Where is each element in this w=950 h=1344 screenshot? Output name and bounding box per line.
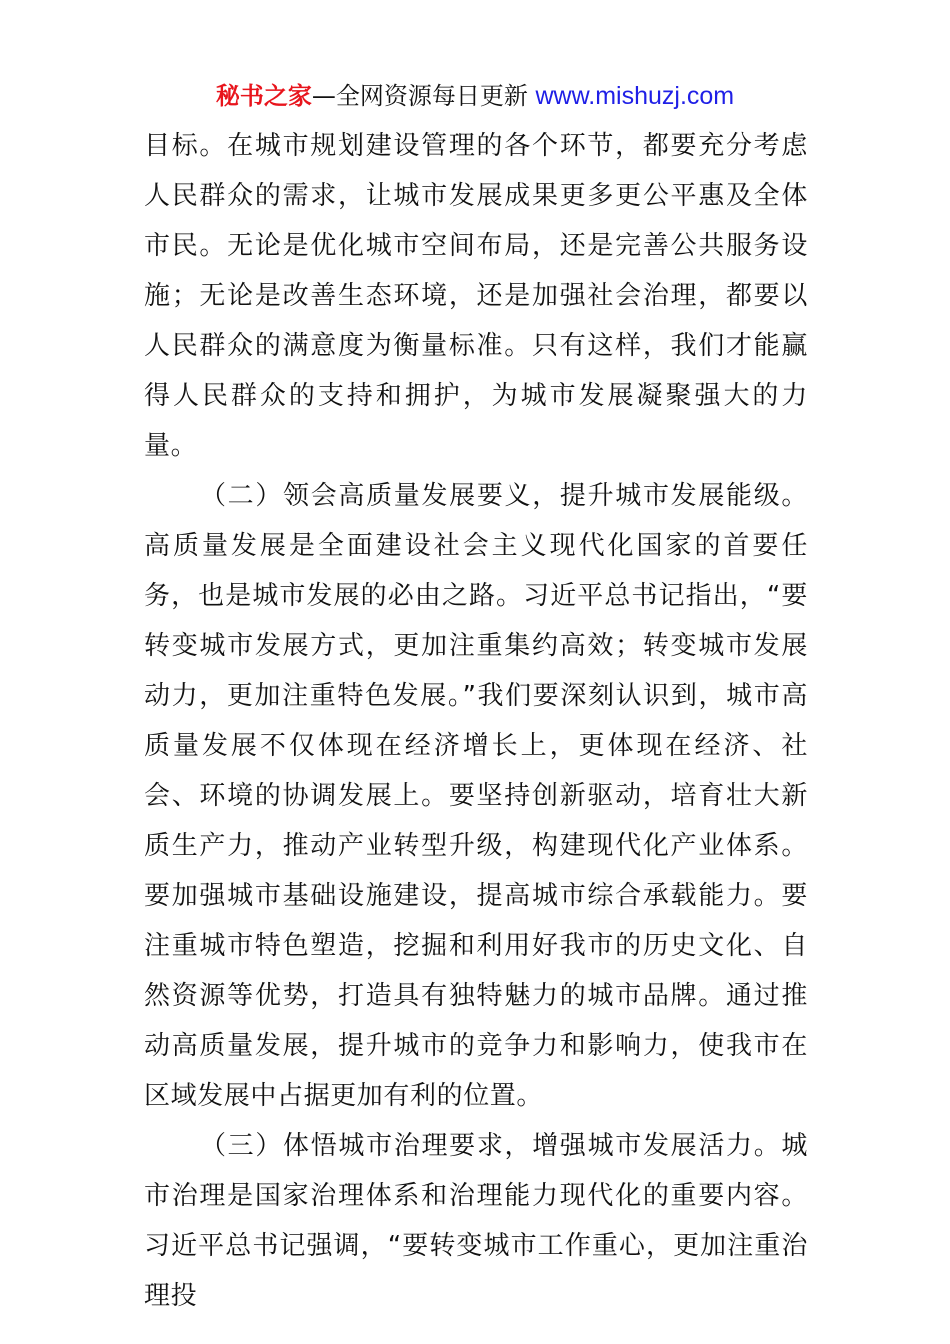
header-brand: 秘书之家 xyxy=(215,82,312,110)
paragraph-section-2: （二）领会高质量发展要义，提升城市发展能级。高质量发展是全面建设社会主义现代化国家的首要任务，也是城市发展的必由之路。习近平总书记指出，“要转变城市发展方式，更加注重集约高效；转变城市发展动力，更加注重特色发展。”我们要深刻认识到，城市高质量发展不仅体现在经济增长上，更体现在经济、社会、环境的协调发展上。要坚持创新驱动，培育壮大新质生产力，推动产业转型升级，构建现代化产业体系。要加强城市基础设施建设，提高城市综合承载能力。要注重城市特色塑造，挖掘和利用好我市的历史文化、自然资源等优势，打造具有独特魅力的城市品牌。通过推动高质量发展，提升城市的竞争力和影响力，使我市在区域发展中占据更加有利的位置。 xyxy=(144,481,808,1111)
paragraph-continuation: 目标。在城市规划建设管理的各个环节，都要充分考虑人民群众的需求，让城市发展成果更多更公平惠及全体市民。无论是优化城市空间布局，还是完善公共服务设施；无论是改善生态环境，还是加强社会治理，都要以人民群众的满意度为衡量标准。只有这样，我们才能赢得人民群众的支持和拥护，为城市发展凝聚强大的力量。 xyxy=(144,131,808,461)
header-tagline: —全网资源每日更新 xyxy=(311,82,528,110)
page-header xyxy=(0,80,950,112)
paragraph-section-3: （三）体悟城市治理要求，增强城市发展活力。城市治理是国家治理体系和治理能力现代化的重要内容。习近平总书记强调，“要转变城市工作重心，更加注重治理投 xyxy=(144,1131,808,1311)
document-body xyxy=(144,121,808,1321)
header-url-link[interactable]: www.mishuzj.com xyxy=(535,82,735,110)
